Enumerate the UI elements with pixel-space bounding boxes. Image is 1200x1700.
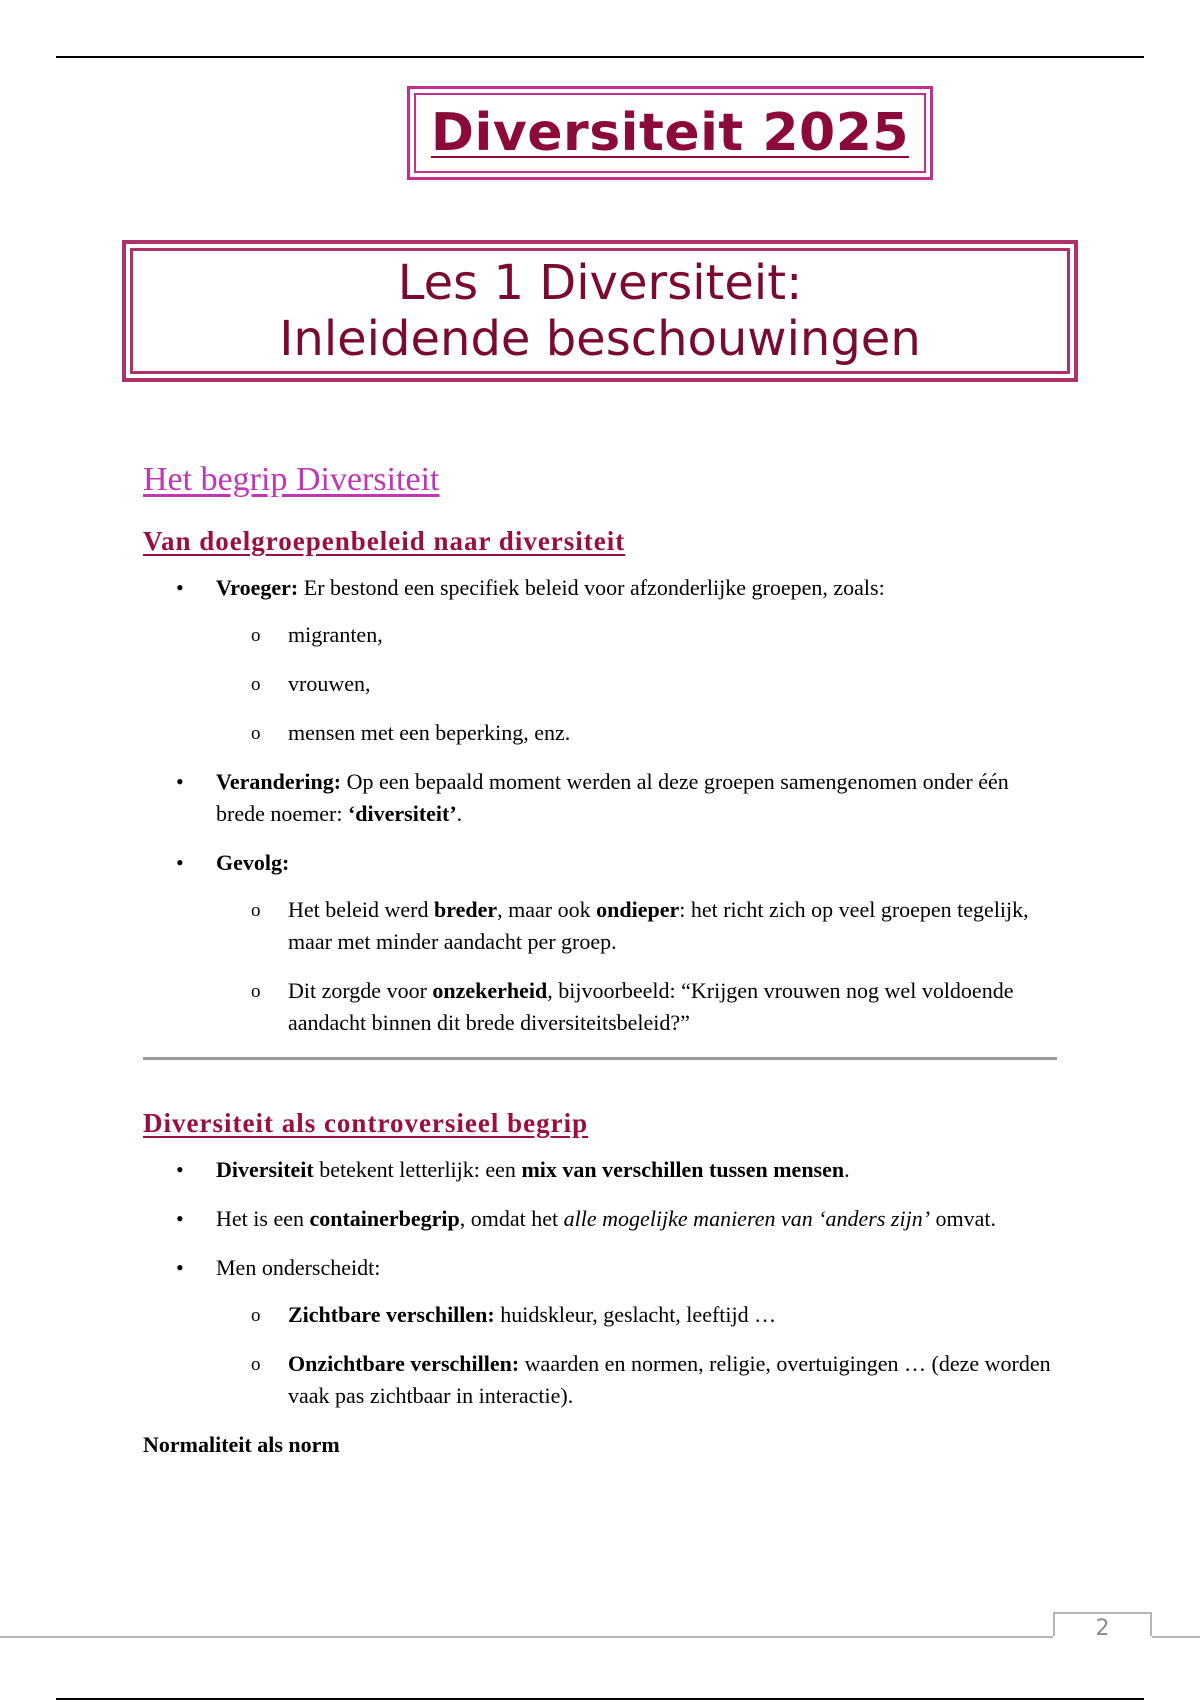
bold-run: Diversiteit	[216, 1157, 314, 1182]
text-run: : het richt zich op veel groepen tegelijk, maar met minder aandacht per groep.	[288, 897, 1029, 954]
list-item-betekenis	[143, 1154, 1058, 1186]
text-run: , omdat het	[459, 1206, 564, 1231]
text-run: , bijvoorbeeld: “Krijgen vrouwen nog wel voldoende aandacht binnen dit brede diversiteitsbeleid?”	[288, 978, 1014, 1035]
list-item-containerbegrip	[143, 1203, 1058, 1235]
page-number: 2	[1053, 1612, 1152, 1636]
paragraph-heading-normaliteit: Normaliteit als norm	[143, 1432, 340, 1457]
horizontal-divider	[143, 1057, 1057, 1060]
footer-rule-right	[1152, 1636, 1200, 1638]
title-frame	[407, 86, 933, 180]
subheading-doelgroepenbeleid: Van doelgroepenbeleid naar diversiteit	[143, 526, 626, 556]
bold-label: Vroeger:	[216, 575, 299, 600]
text-run: Het beleid werd	[288, 897, 434, 922]
subheading-controversieel: Diversiteit als controversieel begrip	[143, 1108, 589, 1138]
list-item-vroeger	[143, 572, 1058, 749]
sub-item: o migranten,	[143, 619, 1058, 651]
lesson-title-line-2: Inleidende beschouwingen	[279, 311, 921, 367]
text-run: Het is een	[216, 1206, 310, 1231]
sub-item: o vrouwen,	[143, 668, 1058, 700]
lesson-frame-inner	[130, 248, 1070, 374]
list-item-gevolg	[143, 847, 1058, 1039]
bullet-list	[143, 572, 1058, 1039]
bold-label: Onzichtbare verschillen:	[288, 1351, 520, 1376]
header-rule	[56, 56, 1144, 58]
section-heading: Het begrip Diversiteit	[143, 461, 440, 498]
bold-label: Zichtbare verschillen:	[288, 1302, 495, 1327]
bold-run: containerbegrip	[309, 1206, 460, 1231]
list-item-verandering	[143, 766, 1058, 830]
item-text: Men onderscheidt:	[216, 1255, 381, 1280]
sub-item	[143, 975, 1058, 1039]
text-run: waarden en normen, religie, overtuigingen … (deze worden vaak pas zichtbaar in interactie).	[288, 1351, 1051, 1408]
lesson-title-line-1: Les 1 Diversiteit:	[397, 255, 803, 311]
item-text: Op een bepaald moment werden al deze groepen samengenomen onder één brede noemer:	[216, 769, 1009, 826]
bullet-list	[143, 1154, 1058, 1412]
sub-item: o mensen met een beperking, enz.	[143, 717, 1058, 749]
sub-item	[143, 894, 1058, 958]
sub-item	[143, 1299, 1058, 1331]
sub-list	[216, 894, 1058, 1039]
sub-item	[143, 1348, 1058, 1412]
text-run: betekent letterlijk: een	[313, 1157, 522, 1182]
sub-list	[216, 1299, 1058, 1412]
text-run: Dit zorgde voor	[288, 978, 433, 1003]
footer-rule	[0, 1636, 1053, 1638]
item-text-end: .	[456, 801, 463, 826]
text-run: , maar ook	[497, 897, 597, 922]
item-text: Er bestond een specifiek beleid voor afzonderlijke groepen, zoals:	[298, 575, 885, 600]
list-item-onderscheid	[143, 1252, 1058, 1412]
document-body	[143, 458, 1058, 1461]
lesson-frame	[122, 240, 1078, 382]
text-run: omvat.	[930, 1206, 997, 1231]
bold-run: mix van verschillen tussen mensen	[521, 1157, 845, 1182]
bold-run: onzekerheid	[432, 978, 548, 1003]
document-title: Diversiteit 2025	[430, 103, 910, 163]
title-frame-inner	[414, 93, 926, 173]
italic-run: alle mogelijke manieren van ‘anders zijn’	[563, 1206, 931, 1231]
bold-run: ondieper	[596, 897, 680, 922]
sub-list	[216, 619, 1058, 749]
text-run: huidskleur, geslacht, leeftijd …	[494, 1302, 777, 1327]
bold-run: breder	[434, 897, 498, 922]
bold-term: ‘diversiteit’	[347, 801, 457, 826]
bold-label: Gevolg:	[216, 850, 290, 875]
bold-label: Verandering:	[216, 769, 342, 794]
text-run: .	[844, 1157, 850, 1182]
